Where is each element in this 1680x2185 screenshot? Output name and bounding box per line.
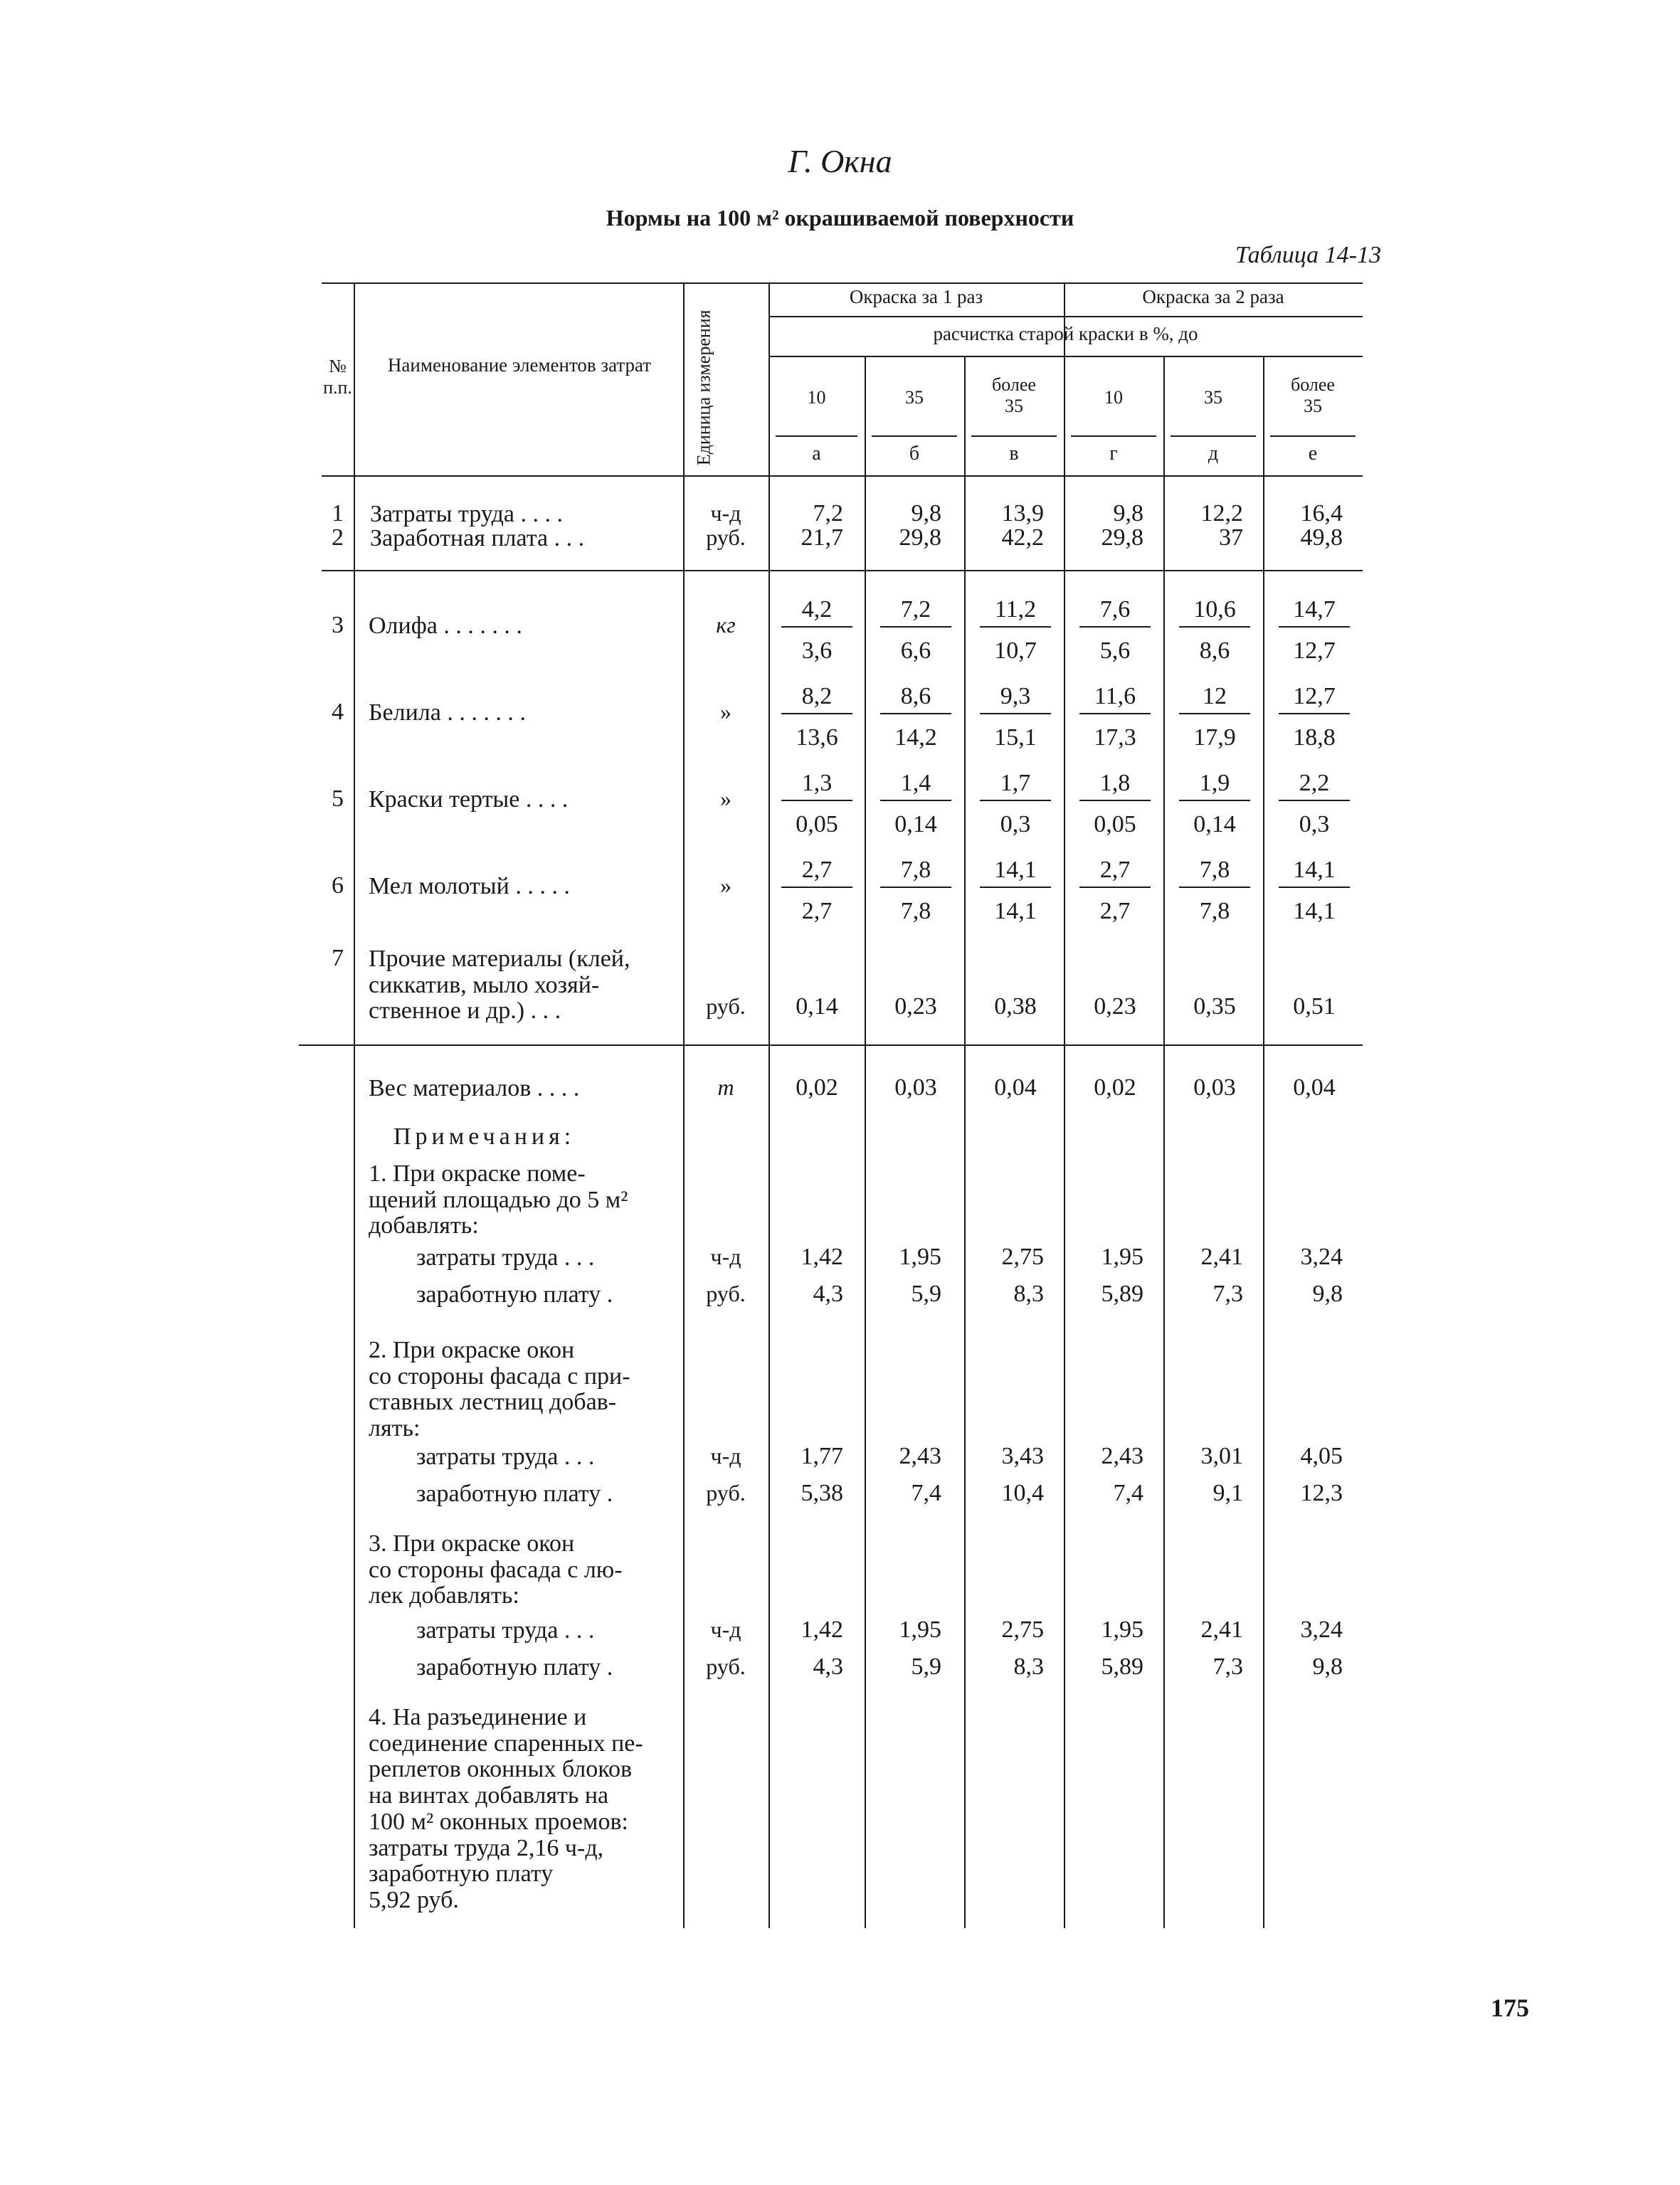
row-value: 8,3 [1013,1654,1044,1680]
row-value: 0,23 [1094,993,1136,1020]
col-header-rule [872,435,957,437]
row-value: 7,2 [813,500,843,527]
row-value: 9,8 [911,500,941,527]
row-value: 2,75 [1001,1244,1044,1270]
header-group-1: Окраска за 1 раз [849,286,983,307]
note-row-name: заработную плату . [416,1481,613,1507]
row-value: 9,8 [1312,1654,1343,1680]
row-value: 0,02 [1094,1074,1136,1101]
note-row-name: заработную плату . [416,1654,613,1681]
row-value: 7,4 [1113,1480,1143,1506]
material-fraction [980,598,1051,663]
row-value: 13,9 [1001,500,1044,527]
fraction-top: 10,6 [1179,598,1250,628]
col-header-rule [1171,435,1256,437]
fraction-top: 7,8 [880,858,951,888]
fraction-bottom: 7,8 [900,898,931,924]
header-col-value: 35 [905,387,924,408]
row-value: 2,41 [1200,1244,1243,1270]
material-fraction [1279,684,1350,750]
row-value: 3,43 [1001,1443,1044,1469]
header-col-value: более 35 [1291,374,1335,416]
col-header-rule [1270,435,1356,437]
row-number: 2 [332,524,344,551]
header-col-letter: г [1109,443,1118,465]
fraction-top: 4,2 [781,598,852,628]
note-row-name: затраты труда . . . [416,1444,595,1470]
fraction-bottom: 0,14 [1193,811,1236,837]
row-unit: ч-д [710,500,741,526]
note-3: 3. При окраске окон со стороны фасада с лю- лек добавлять: [369,1530,623,1609]
material-name: Краски тертые . . . . [369,786,569,813]
material-name: Белила . . . . . . . [369,699,526,726]
row-value: 1,95 [1101,1244,1143,1270]
row-value: 3,24 [1300,1244,1343,1270]
data-column-rule [1163,356,1165,1928]
row-value: 16,4 [1300,500,1343,527]
weight-name: Вес материалов . . . . [369,1075,580,1101]
row-value: 29,8 [899,524,941,551]
fraction-top: 12 [1179,684,1250,714]
row-number: 5 [332,785,344,812]
material-fraction [781,771,852,837]
fraction-top: 9,3 [980,684,1051,714]
data-column-rule [865,356,866,1928]
fraction-top: 7,6 [1079,598,1151,628]
row-unit: ч-д [710,1617,741,1642]
fraction-bottom: 17,3 [1094,724,1136,751]
header-subgroup: расчистка старой краски в %, до [933,323,1198,344]
row-value: 49,8 [1300,524,1343,551]
row-value: 0,02 [796,1074,838,1101]
fraction-bottom: 0,3 [1299,811,1330,837]
row-unit: т [717,1074,734,1100]
material-fraction [1079,771,1151,837]
row-value: 0,38 [994,993,1037,1020]
material-fraction [781,598,852,663]
material-fraction [880,771,951,837]
note-2: 2. При окраске окон со стороны фасада с при- ставных лестниц добав- лять: [369,1337,630,1442]
material-fraction [980,858,1051,924]
row-unit: руб. [706,1480,746,1506]
fraction-bottom: 13,6 [796,724,838,751]
note-row-name: затраты труда . . . [416,1244,595,1271]
row-unit: кг [716,612,736,637]
fraction-bottom: 5,6 [1099,637,1131,664]
data-column-rule [964,356,966,1928]
fraction-bottom: 0,05 [796,811,838,837]
header-bottom-rule [322,475,1363,477]
header-col-value: более 35 [992,374,1036,416]
row-value: 10,4 [1001,1480,1044,1506]
fraction-bottom: 18,8 [1293,724,1336,751]
col-header-rule [1071,435,1156,437]
material-fraction [880,684,951,750]
material-fraction [1079,598,1151,663]
material-name: Олифа . . . . . . . [369,613,522,639]
note-row-name: затраты труда . . . [416,1617,595,1644]
header-col-value: 35 [1204,387,1222,408]
row-value: 7,3 [1213,1281,1243,1307]
header-num: № п.п. [323,356,352,398]
row-number: 7 [332,945,344,971]
material-fraction [1079,684,1151,750]
header-col-letter: д [1208,443,1219,465]
material-fraction [980,771,1051,837]
fraction-bottom: 2,7 [801,898,833,924]
header-unit: Единица измерения [693,310,714,466]
row-value: 5,38 [801,1480,843,1506]
row-value: 4,3 [813,1654,843,1680]
row-unit: ч-д [710,1244,741,1269]
material-fraction [1079,858,1151,924]
header-col-letter: б [909,443,920,465]
material-fraction [1179,684,1250,750]
row-value: 0,03 [1193,1074,1236,1101]
header-col-letter: в [1009,443,1019,465]
row-value: 5,9 [911,1281,941,1307]
row-value: 5,9 [911,1654,941,1680]
fraction-bottom: 0,3 [1000,811,1031,837]
fraction-bottom: 14,1 [1293,898,1336,924]
row-value: 12,2 [1200,500,1243,527]
fraction-bottom: 8,6 [1199,637,1230,664]
section-rule [322,570,1363,571]
row-unit: » [720,699,731,724]
row-value: 3,01 [1200,1443,1243,1469]
row-value: 2,43 [1101,1443,1143,1469]
row-value: 0,14 [796,993,838,1020]
row-value: 1,77 [801,1443,843,1469]
row-value: 0,04 [1293,1074,1336,1101]
row-value: 2,75 [1001,1617,1044,1643]
fraction-top: 12,7 [1279,684,1350,714]
table-top-rule [322,282,1363,284]
row-value: 29,8 [1101,524,1143,551]
row-unit: руб. [706,1654,746,1679]
table-label: Таблица 14-13 [1235,242,1381,268]
material-fraction [781,858,852,924]
row-value: 1,95 [1101,1617,1143,1643]
row-unit: » [720,872,731,898]
row-value: 2,43 [899,1443,941,1469]
material-fraction [1179,598,1250,663]
header-group-2: Окраска за 2 раза [1142,286,1284,307]
note-row-name: заработную плату . [416,1281,613,1308]
fraction-bottom: 12,7 [1293,637,1336,664]
material-fraction [1279,598,1350,663]
fraction-top: 8,6 [880,684,951,714]
fraction-top: 14,1 [1279,858,1350,888]
note-4: 4. На разъединение и соединение спаренных пе- реплетов оконных блоков на винтах добавлять на 100 м² оконных проемов: затраты труда 2,16 ч-д, заработную плату 5,92 руб. [369,1704,643,1914]
table-subtitle: Нормы на 100 м² окрашиваемой поверхности [606,205,1074,231]
fraction-top: 14,7 [1279,598,1350,628]
fraction-top: 2,7 [1079,858,1151,888]
row-value: 3,24 [1300,1617,1343,1643]
subgroup-rule [768,356,1363,357]
row-unit: руб. [706,993,746,1019]
row-value: 12,3 [1300,1480,1343,1506]
row-value: 7,4 [911,1480,941,1506]
fraction-bottom: 14,2 [894,724,937,751]
fraction-top: 1,7 [980,771,1051,801]
fraction-top: 7,2 [880,598,951,628]
material-fraction [1179,858,1250,924]
note-1: 1. При окраске поме- щений площадью до 5 м² добавлять: [369,1160,628,1239]
row-value: 1,95 [899,1244,941,1270]
row-value: 7,3 [1213,1654,1243,1680]
row-value: 42,2 [1001,524,1044,551]
material-name: Мел молотый . . . . . [369,873,570,899]
fraction-bottom: 7,8 [1199,898,1230,924]
material-fraction [1279,771,1350,837]
fraction-bottom: 15,1 [994,724,1037,751]
header-col-value: 10 [807,387,826,408]
fraction-top: 1,8 [1079,771,1151,801]
fraction-top: 11,2 [980,598,1051,628]
section-title: Г. Окна [788,143,892,179]
material-fraction [980,684,1051,750]
row-value: 0,03 [894,1074,937,1101]
fraction-bottom: 3,6 [801,637,833,664]
material-fraction [781,684,852,750]
fraction-top: 8,2 [781,684,852,714]
row-value: 9,1 [1213,1480,1243,1506]
row-value: 4,05 [1300,1443,1343,1469]
fraction-bottom: 17,9 [1193,724,1236,751]
row-value: 9,8 [1312,1281,1343,1307]
row-value: 2,41 [1200,1617,1243,1643]
num-column-rule [354,282,355,1928]
fraction-top: 1,3 [781,771,852,801]
material-fraction [880,598,951,663]
row-unit: » [720,785,731,811]
header-col-letter: е [1308,443,1318,465]
col-header-rule [971,435,1057,437]
fraction-top: 1,4 [880,771,951,801]
material-fraction [880,858,951,924]
fraction-bottom: 14,1 [994,898,1037,924]
data-column-rule [1263,356,1264,1928]
col-header-rule [776,435,857,437]
material-fraction [1279,858,1350,924]
fraction-top: 11,6 [1079,684,1151,714]
materials-bottom-rule [299,1044,1363,1046]
fraction-top: 14,1 [980,858,1051,888]
header-col-letter: а [812,443,821,465]
fraction-top: 2,7 [781,858,852,888]
fraction-bottom: 0,05 [1094,811,1136,837]
row-value: 9,8 [1113,500,1143,527]
header-name: Наименование элементов затрат [387,354,652,376]
row-value: 8,3 [1013,1281,1044,1307]
row-number: 6 [332,872,344,899]
row-value: 0,04 [994,1074,1037,1101]
fraction-top: 2,2 [1279,771,1350,801]
fraction-bottom: 2,7 [1099,898,1131,924]
notes-title: Примечания: [393,1123,576,1150]
cost-name: Заработная плата . . . [370,525,585,551]
row-value: 1,42 [801,1617,843,1643]
fraction-bottom: 6,6 [900,637,931,664]
fraction-top: 7,8 [1179,858,1250,888]
row-value: 1,42 [801,1244,843,1270]
row-value: 0,51 [1293,993,1336,1020]
row-number: 3 [332,612,344,638]
row-value: 21,7 [801,524,843,551]
material-name: Прочие материалы (клей, сиккатив, мыло хозяй- ственное и др.) . . . [369,946,630,1025]
row-value: 5,89 [1101,1281,1143,1307]
row-value: 0,35 [1193,993,1236,1020]
material-fraction [1179,771,1250,837]
row-unit: ч-д [710,1443,741,1469]
row-number: 4 [332,699,344,725]
fraction-bottom: 0,14 [894,811,937,837]
row-value: 0,23 [894,993,937,1020]
fraction-bottom: 10,7 [994,637,1037,664]
header-col-value: 10 [1104,387,1123,408]
row-unit: руб. [706,524,746,550]
row-value: 1,95 [899,1617,941,1643]
cost-name: Затраты труда . . . . [370,501,564,527]
row-unit: руб. [706,1281,746,1306]
group-rule [768,316,1363,317]
row-number: 1 [332,500,344,527]
row-value: 5,89 [1101,1654,1143,1680]
fraction-top: 1,9 [1179,771,1250,801]
row-value: 37 [1219,524,1243,551]
row-value: 4,3 [813,1281,843,1307]
page-number: 175 [1491,1994,1529,2022]
